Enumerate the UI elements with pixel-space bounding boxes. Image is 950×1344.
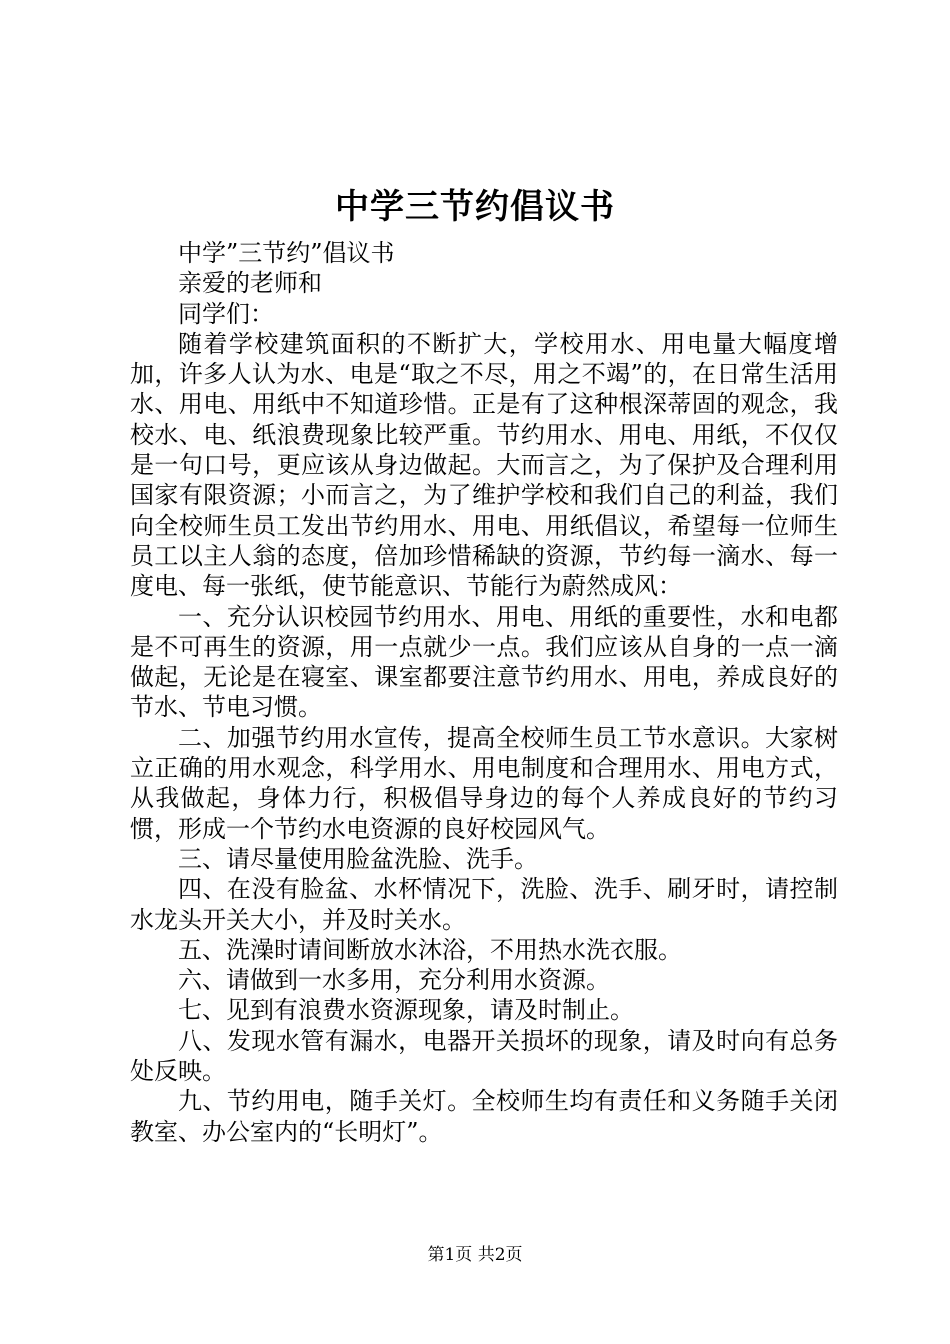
item-7-paragraph: 七、见到有浪费水资源现象，请及时制止。 — [178, 996, 634, 1025]
subtitle-paragraph: 中学”三节约”倡议书 — [178, 239, 395, 267]
item-8-paragraph: 八、发现水管有漏水，电器开关损坏的现象，请及时向有总务处反映。 — [130, 1026, 838, 1086]
item-1-paragraph: 一、充分认识校园节约用水、用电、用纸的重要性，水和电都是不可再生的资源，用一点就少一点。我们应该从自身的一点一滴做起，无论是在寝室、课室都要注意节约用水、用电，养成良好的节水、节电习惯。 — [130, 602, 838, 722]
document-title: 中学三节约倡议书 — [335, 187, 615, 227]
item-4-paragraph: 四、在没有脸盆、水杯情况下，洗脸、洗手、刷牙时，请控制水龙头开关大小，并及时关水。 — [130, 875, 838, 934]
item-2-paragraph: 二、加强节约用水宣传，提高全校师生员工节水意识。大家树立正确的用水观念，科学用水、用电制度和合理用水、用电方式，从我做起，身体力行，积极倡导身边的每个人养成良好的节约习惯，形成一个节约水电资源的良好校园风气。 — [130, 723, 838, 843]
document-body — [130, 238, 838, 1147]
item-5-paragraph: 五、洗澡时请间断放水沐浴，不用热水洗衣服。 — [178, 935, 682, 964]
item-9-paragraph: 九、节约用电，随手关灯。全校师生均有责任和义务随手关闭教室、办公室内的“长明灯”。 — [130, 1087, 838, 1146]
page-number-footer: 第1页 共2页 — [427, 1245, 523, 1265]
salutation-paragraph: 亲爱的老师和 — [178, 269, 322, 298]
intro-paragraph: 随着学校建筑面积的不断扩大，学校用水、用电量大幅度增加，许多人认为水、电是“取之不尽，用之不竭”的，在日常生活用水、用电、用纸中不知道珍惜。正是有了这种根深蒂固的观念，我校水、电、纸浪费现象比较严重。节约用水、用电、用纸，不仅仅是一句口号，更应该从身边做起。大而言之，为了保护及合理利用国家有限资源；小而言之，为了维护学校和我们自己的利益，我们向全校师生员工发出节约用水、用电、用纸倡议，希望每一位师生员工以主人翁的态度，倍加珍惜稀缺的资源，节约每一滴水、每一度电、每一张纸，使节能意识、节能行为蔚然成风： — [130, 329, 838, 601]
item-3-paragraph: 三、请尽量使用脸盆洗脸、洗手。 — [178, 844, 538, 873]
item-6-paragraph: 六、请做到一水多用，充分利用水资源。 — [178, 966, 610, 995]
salutation-continued-paragraph: 同学们： — [178, 299, 274, 328]
